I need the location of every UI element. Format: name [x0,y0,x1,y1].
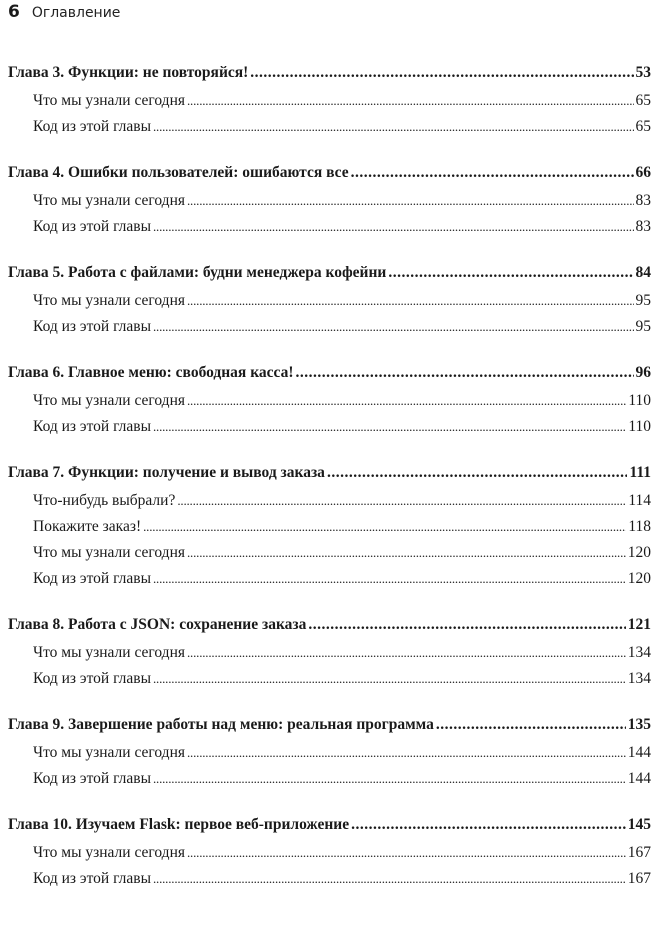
page-number: 6 [8,2,20,22]
dot-leader [187,388,626,414]
dot-leader [351,810,626,840]
toc-entry-title: Что мы узнали сегодня [33,392,185,409]
toc-entry-page: 144 [627,744,651,761]
toc-entry-title: Код из этой главы [33,770,151,787]
toc-entry-title: Глава 5. Работа с файлами: будни менеджера кофейни [8,264,387,281]
dot-leader [153,114,634,140]
toc-entry-page: 95 [635,318,651,335]
toc-subentry[interactable] [8,740,651,766]
toc-subentry[interactable] [8,566,651,592]
toc-entry-page: 84 [635,264,651,281]
toc-entry-title: Что мы узнали сегодня [33,192,185,209]
dot-leader [153,314,634,340]
toc-subentry[interactable] [8,666,651,692]
toc-entry-page: 83 [635,192,651,209]
toc-entry-page: 111 [629,464,651,481]
dot-leader [436,710,626,740]
toc-entry-page: 65 [635,92,651,109]
toc-subentry[interactable] [8,214,651,240]
toc-entry-page: 134 [627,670,651,687]
toc-entry-title: Код из этой главы [33,318,151,335]
toc-chapter [8,158,651,240]
toc-entry-title: Код из этой главы [33,870,151,887]
toc-entry-page: 65 [635,118,651,135]
toc-entry-page: 114 [628,492,651,509]
dot-leader [351,158,634,188]
table-of-contents [8,58,651,892]
toc-entry-title: Что мы узнали сегодня [33,292,185,309]
toc-entry-page: 134 [627,644,651,661]
toc-entry-title: Что мы узнали сегодня [33,544,185,561]
toc-entry-page: 66 [635,164,651,181]
toc-chapter [8,710,651,792]
dot-leader [296,358,634,388]
toc-entry-page: 96 [635,364,651,381]
dot-leader [153,566,626,592]
toc-subentry[interactable] [8,288,651,314]
toc-subentry[interactable] [8,114,651,140]
toc-subentry[interactable] [8,88,651,114]
toc-subentry[interactable] [8,488,651,514]
toc-chapter [8,610,651,692]
toc-chapter [8,358,651,440]
toc-subentry[interactable] [8,640,651,666]
toc-entry-page: 110 [628,418,651,435]
toc-entry-page: 110 [628,392,651,409]
dot-leader [153,214,634,240]
toc-subentry[interactable] [8,766,651,792]
toc-entry-title: Что мы узнали сегодня [33,92,185,109]
toc-entry-page: 121 [627,616,651,633]
toc-chapter-entry[interactable] [8,58,651,88]
toc-chapter [8,458,651,592]
toc-subentry[interactable] [8,188,651,214]
toc-entry-title: Код из этой главы [33,570,151,587]
toc-chapter [8,58,651,140]
dot-leader [187,540,626,566]
toc-chapter-entry[interactable] [8,610,651,640]
toc-entry-title: Код из этой главы [33,418,151,435]
toc-entry-page: 120 [627,570,651,587]
toc-entry-title: Что мы узнали сегодня [33,744,185,761]
toc-entry-title: Глава 9. Завершение работы над меню: реальная программа [8,716,434,733]
toc-subentry[interactable] [8,388,651,414]
toc-entry-page: 167 [627,870,651,887]
toc-entry-title: Код из этой главы [33,218,151,235]
dot-leader [153,866,626,892]
toc-chapter-entry[interactable] [8,810,651,840]
toc-chapter-entry[interactable] [8,358,651,388]
dot-leader [250,58,633,88]
page-header [8,2,120,24]
toc-entry-page: 118 [628,518,651,535]
toc-entry-title: Что мы узнали сегодня [33,844,185,861]
toc-subentry[interactable] [8,314,651,340]
dot-leader [327,458,628,488]
toc-subentry[interactable] [8,514,651,540]
toc-entry-title: Глава 7. Функции: получение и вывод заказа [8,464,325,481]
toc-entry-title: Что мы узнали сегодня [33,644,185,661]
dot-leader [308,610,625,640]
toc-entry-title: Покажите заказ! [33,518,142,535]
toc-entry-page: 53 [635,64,651,81]
dot-leader [388,258,633,288]
dot-leader [187,88,634,114]
dot-leader [187,188,634,214]
running-head: Оглавление [31,5,121,21]
dot-leader [187,740,626,766]
dot-leader [153,414,626,440]
dot-leader [177,488,626,514]
toc-entry-page: 144 [627,770,651,787]
toc-entry-page: 167 [627,844,651,861]
toc-entry-title: Глава 10. Изучаем Flask: первое веб-приложение [8,816,350,833]
dot-leader [187,288,634,314]
toc-entry-title: Глава 4. Ошибки пользователей: ошибаются все [8,164,349,181]
toc-entry-page: 120 [627,544,651,561]
dot-leader [143,514,626,540]
toc-entry-page: 95 [635,292,651,309]
dot-leader [153,766,626,792]
toc-subentry[interactable] [8,414,651,440]
toc-entry-page: 83 [635,218,651,235]
toc-entry-title: Код из этой главы [33,118,151,135]
toc-chapter-entry[interactable] [8,158,651,188]
toc-entry-title: Глава 8. Работа с JSON: сохранение заказа [8,616,307,633]
toc-chapter [8,810,651,892]
toc-chapter [8,258,651,340]
dot-leader [153,666,626,692]
toc-subentry[interactable] [8,540,651,566]
dot-leader [187,840,626,866]
toc-entry-title: Глава 6. Главное меню: свободная касса! [8,364,294,381]
toc-entry-title: Код из этой главы [33,670,151,687]
toc-entry-title: Глава 3. Функции: не повторяйся! [8,64,249,81]
toc-entry-page: 135 [627,716,651,733]
toc-subentry[interactable] [8,866,651,892]
toc-chapter-entry[interactable] [8,458,651,488]
dot-leader [187,640,626,666]
toc-chapter-entry[interactable] [8,258,651,288]
toc-entry-page: 145 [627,816,651,833]
toc-chapter-entry[interactable] [8,710,651,740]
toc-entry-title: Что-нибудь выбрали? [33,492,176,509]
toc-subentry[interactable] [8,840,651,866]
